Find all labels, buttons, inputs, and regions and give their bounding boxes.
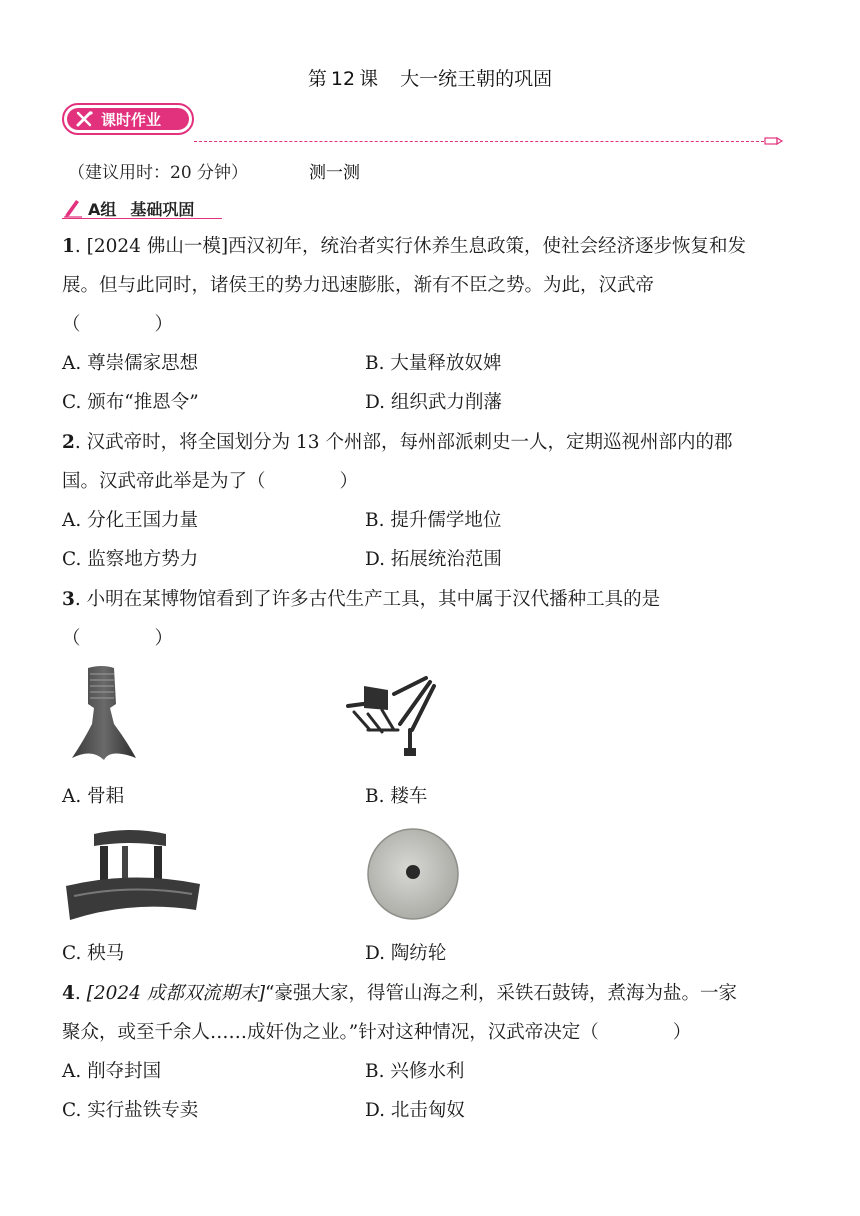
title-prefix: 第 bbox=[307, 68, 327, 90]
question-4-option-a[interactable]: A. 削夺封国 bbox=[62, 1061, 162, 1082]
seed-drill-photo[interactable] bbox=[338, 664, 438, 764]
group-name: 基础巩固 bbox=[130, 200, 195, 219]
question-2-line-2: 国。汉武帝此举是为了（ ） bbox=[62, 471, 359, 492]
question-4-number: 4 bbox=[62, 983, 75, 1004]
question-3-option-d[interactable]: D. 陶纺轮 bbox=[365, 943, 447, 964]
question-4-option-d[interactable]: D. 北击匈奴 bbox=[365, 1100, 465, 1121]
question-4-source: [2024 成都双流期末] bbox=[86, 983, 266, 1004]
question-2-option-b[interactable]: B. 提升儒学地位 bbox=[365, 510, 502, 531]
group-heading bbox=[62, 196, 222, 220]
question-1-number: 1 bbox=[62, 236, 75, 257]
question-2-line-1 bbox=[62, 428, 732, 454]
question-1-answer-blank[interactable]: （ ） bbox=[62, 314, 174, 335]
question-2-option-c[interactable]: C. 监察地方势力 bbox=[62, 549, 199, 570]
question-2-number: 2 bbox=[62, 432, 75, 453]
question-3-option-a[interactable]: A. 骨耜 bbox=[62, 786, 125, 807]
question-3-answer-blank[interactable]: （ ） bbox=[62, 628, 174, 649]
bone-spade-photo[interactable] bbox=[64, 664, 144, 764]
question-1-option-d[interactable]: D. 组织武力削藩 bbox=[365, 392, 502, 413]
pen-icon bbox=[62, 196, 84, 218]
group-label: A组 bbox=[88, 200, 117, 219]
question-1-text-1: 西汉初年，统治者实行休养生息政策，使社会经济逐步恢复和发 bbox=[228, 236, 747, 257]
question-3-text-1: . 小明在某博物馆看到了许多古代生产工具，其中属于汉代播种工具的是 bbox=[74, 589, 661, 610]
question-2-text-1: . 汉武帝时，将全国划分为 13 个州部，每州部派刺史一人，定期巡视州部内的郡 bbox=[74, 432, 733, 453]
title-suffix: 课 bbox=[359, 68, 379, 90]
question-3-number: 3 bbox=[62, 589, 75, 610]
question-3-option-b[interactable]: B. 耧车 bbox=[365, 786, 428, 807]
question-1-source: [2024 佛山一模] bbox=[86, 236, 229, 257]
section-badge-label: 课时作业 bbox=[101, 110, 162, 129]
question-2-option-a[interactable]: A. 分化王国力量 bbox=[62, 510, 199, 531]
pottery-spindle-whorl-photo[interactable] bbox=[365, 826, 461, 922]
rice-transplanting-stool-photo[interactable] bbox=[62, 828, 202, 926]
question-1-option-a[interactable]: A. 尊崇儒家思想 bbox=[62, 353, 199, 374]
suggested-time: （建议用时：20 分钟） bbox=[68, 163, 249, 183]
question-4-line-2: 聚众，或至千余人……成奸伪之业。”针对这种情况，汉武帝决定（ ） bbox=[62, 1022, 692, 1043]
section-divider bbox=[194, 141, 764, 142]
question-3-line-1 bbox=[62, 585, 660, 611]
section-badge bbox=[62, 103, 194, 135]
title-lesson-number: 12 bbox=[330, 68, 356, 90]
pencil-ruler-icon bbox=[75, 110, 95, 128]
title-main: 大一统王朝的巩固 bbox=[400, 68, 553, 90]
question-1-option-b[interactable]: B. 大量释放奴婢 bbox=[365, 353, 502, 374]
question-2-option-d[interactable]: D. 拓展统治范围 bbox=[365, 549, 502, 570]
question-4-line-1: 4. [2024 成都双流期末]“豪强大家，得管山海之利，采铁石鼓铸，煮海为盐。一家 bbox=[62, 983, 738, 1004]
pencil-end-icon bbox=[764, 134, 784, 148]
question-4-option-c[interactable]: C. 实行盐铁专卖 bbox=[62, 1100, 199, 1121]
question-3-option-c[interactable]: C. 秧马 bbox=[62, 943, 125, 964]
test-heading: 测一测 bbox=[309, 163, 360, 183]
question-4-option-b[interactable]: B. 兴修水利 bbox=[365, 1061, 465, 1082]
question-4-text-1: “豪强大家，得管山海之利，采铁石鼓铸，煮海为盐。一家 bbox=[265, 983, 738, 1004]
question-1-line-1: 1. [2024 佛山一模]西汉初年，统治者实行休养生息政策，使社会经济逐步恢复和发 bbox=[62, 236, 747, 257]
question-1-line-2: 展。但与此同时，诸侯王的势力迅速膨胀，渐有不臣之势。为此，汉武帝 bbox=[62, 275, 655, 296]
page-title bbox=[0, 64, 860, 91]
question-1-option-c[interactable]: C. 颁布“推恩令” bbox=[62, 392, 199, 413]
